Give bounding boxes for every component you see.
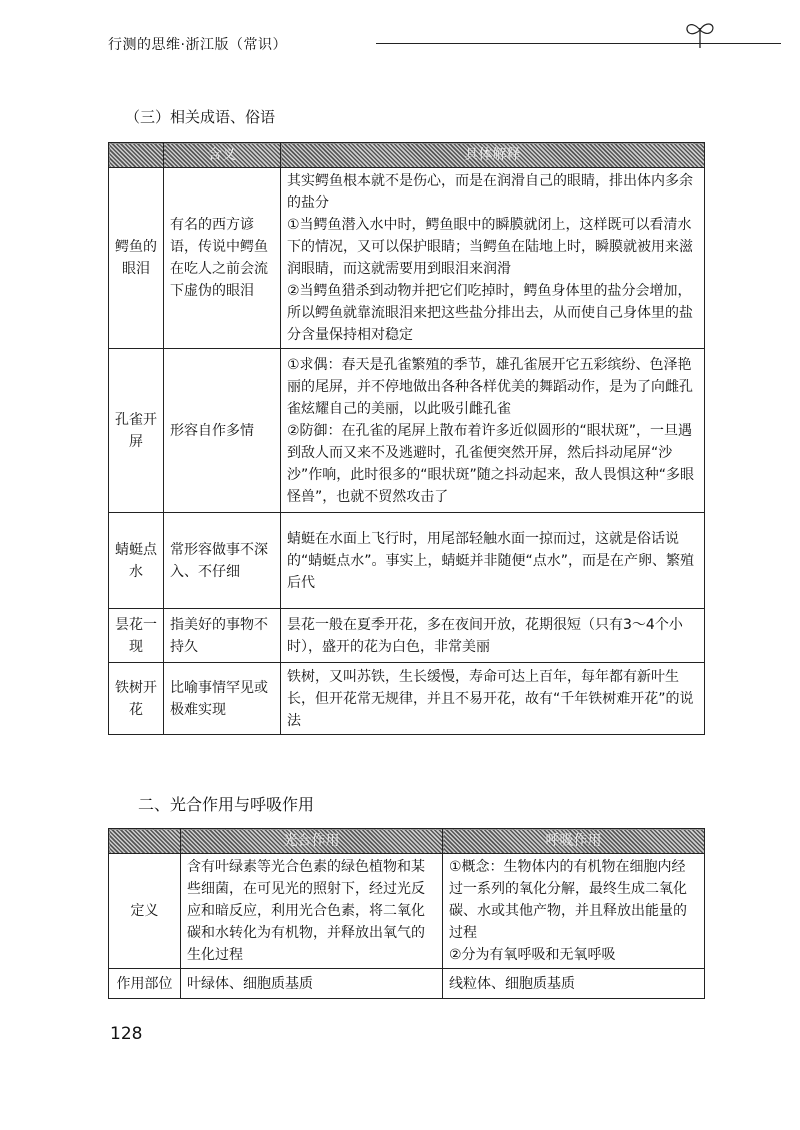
running-header [108, 28, 718, 58]
table-row [109, 969, 705, 999]
idiom-meaning: 有名的西方谚语，传说中鳄鱼在吃人之前会流下虚伪的眼泪 [164, 168, 281, 349]
table-header-row [109, 143, 705, 168]
table-row [109, 513, 705, 609]
idiom-explanation [281, 663, 705, 735]
idiom-explanation [281, 609, 705, 663]
explanation-line: 其实鳄鱼根本就不是伤心，而是在润滑自己的眼睛，排出体内多余的盐分 [287, 173, 693, 211]
column-header: 含义 [164, 143, 281, 168]
row-label: 定义 [109, 854, 181, 969]
table-row [109, 168, 705, 349]
row-label: 作用部位 [109, 969, 181, 999]
header-rule [376, 43, 781, 44]
idiom-meaning: 常形容做事不深入、不仔细 [164, 513, 281, 609]
column-header: 光合作用 [181, 829, 443, 854]
sprout-icon [682, 18, 718, 50]
cell-line: 叶绿体、细胞质基质 [187, 975, 313, 992]
running-header-title: 行测的思维·浙江版（常识） [108, 37, 287, 53]
respiration-cell [443, 854, 705, 969]
column-header: 具体解释 [281, 143, 705, 168]
idiom-meaning: 形容自作多情 [164, 349, 281, 513]
table-row [109, 609, 705, 663]
photosynthesis-cell [181, 854, 443, 969]
idiom-meaning: 比喻事情罕见或极难实现 [164, 663, 281, 735]
idioms-table [108, 142, 705, 735]
explanation-line: 昙花一般在夏季开花，多在夜间开放，花期很短（只有3～4个小时），盛开的花为白色，非常美丽 [287, 616, 683, 655]
column-header [109, 143, 164, 168]
cell-line: ①概念：生物体内的有机物在细胞内经过一系列的氧化分解，最终生成二氧化碳、水或其他产物，并且释放出能量的过程 [449, 859, 687, 941]
explanation-line: ①当鳄鱼潜入水中时，鳄鱼眼中的瞬膜就闭上，这样既可以看清水下的情况，又可以保护眼睛；当鳄鱼在陆地上时，瞬膜就被用来滋润眼睛，而这就需要用到眼泪来润滑 [287, 217, 693, 277]
table-row [109, 349, 705, 513]
idiom-term: 昙花一现 [109, 609, 164, 663]
idiom-explanation [281, 168, 705, 349]
table-header-row [109, 829, 705, 854]
photosynthesis-cell [181, 969, 443, 999]
cell-line: ②分为有氧呼吸和无氧呼吸 [449, 947, 616, 963]
column-header [109, 829, 181, 854]
cell-line: 线粒体、细胞质基质 [449, 975, 575, 992]
table-row [109, 854, 705, 969]
explanation-line: ②防御：在孔雀的尾屏上散布着许多近似圆形的“眼状斑”，一旦遇到敌人而又来不及逃避时，孔雀便突然开屏，然后抖动尾屏“沙沙”作响，此时很多的“眼状斑”随之抖动起来，敌人畏惧这种“多眼怪兽”，也就不贸然攻击了 [287, 422, 695, 505]
idiom-term: 鳄鱼的眼泪 [109, 168, 164, 349]
idiom-term: 孔雀开屏 [109, 349, 164, 513]
idiom-term: 蜻蜓点水 [109, 513, 164, 609]
section-heading-idioms: （三）相关成语、俗语 [125, 108, 276, 126]
idiom-explanation [281, 513, 705, 609]
explanation-line: ②当鳄鱼猎杀到动物并把它们吃掉时，鳄鱼身体里的盐分会增加，所以鳄鱼就靠流眼泪来把这些盐分排出去，从而使自己身体里的盐分含量保持相对稳定 [287, 283, 693, 343]
explanation-line: 蜻蜓在水面上飞行时，用尾部轻触水面一掠而过，这就是俗话说的“蜻蜓点水”。事实上，蜻蜓并非随便“点水”，而是在产卵、繁殖后代 [287, 530, 695, 591]
photosynthesis-respiration-table [108, 828, 705, 999]
idiom-term: 铁树开花 [109, 663, 164, 735]
respiration-cell [443, 969, 705, 999]
explanation-line: 铁树，又叫苏铁，生长缓慢，寿命可达上百年，每年都有新叶生长，但开花常无规律，并且不易开花，故有“千年铁树难开花”的说法 [287, 668, 694, 729]
section-heading-photosynthesis: 二、光合作用与呼吸作用 [138, 795, 315, 814]
idiom-explanation [281, 349, 705, 513]
column-header: 呼吸作用 [443, 829, 705, 854]
idiom-meaning: 指美好的事物不持久 [164, 609, 281, 663]
page-number: 128 [110, 1024, 143, 1044]
cell-line: 含有叶绿素等光合色素的绿色植物和某些细菌，在可见光的照射下，经过光反应和暗反应，利用光合色素，将二氧化碳和水转化为有机物，并释放出氧气的生化过程 [187, 859, 425, 963]
table-row [109, 663, 705, 735]
explanation-line: ①求偶：春天是孔雀繁殖的季节，雄孔雀展开它五彩缤纷、色泽艳丽的尾屏，并不停地做出各种各样优美的舞蹈动作，是为了向雌孔雀炫耀自己的美丽，以此吸引雌孔雀 [287, 356, 693, 417]
